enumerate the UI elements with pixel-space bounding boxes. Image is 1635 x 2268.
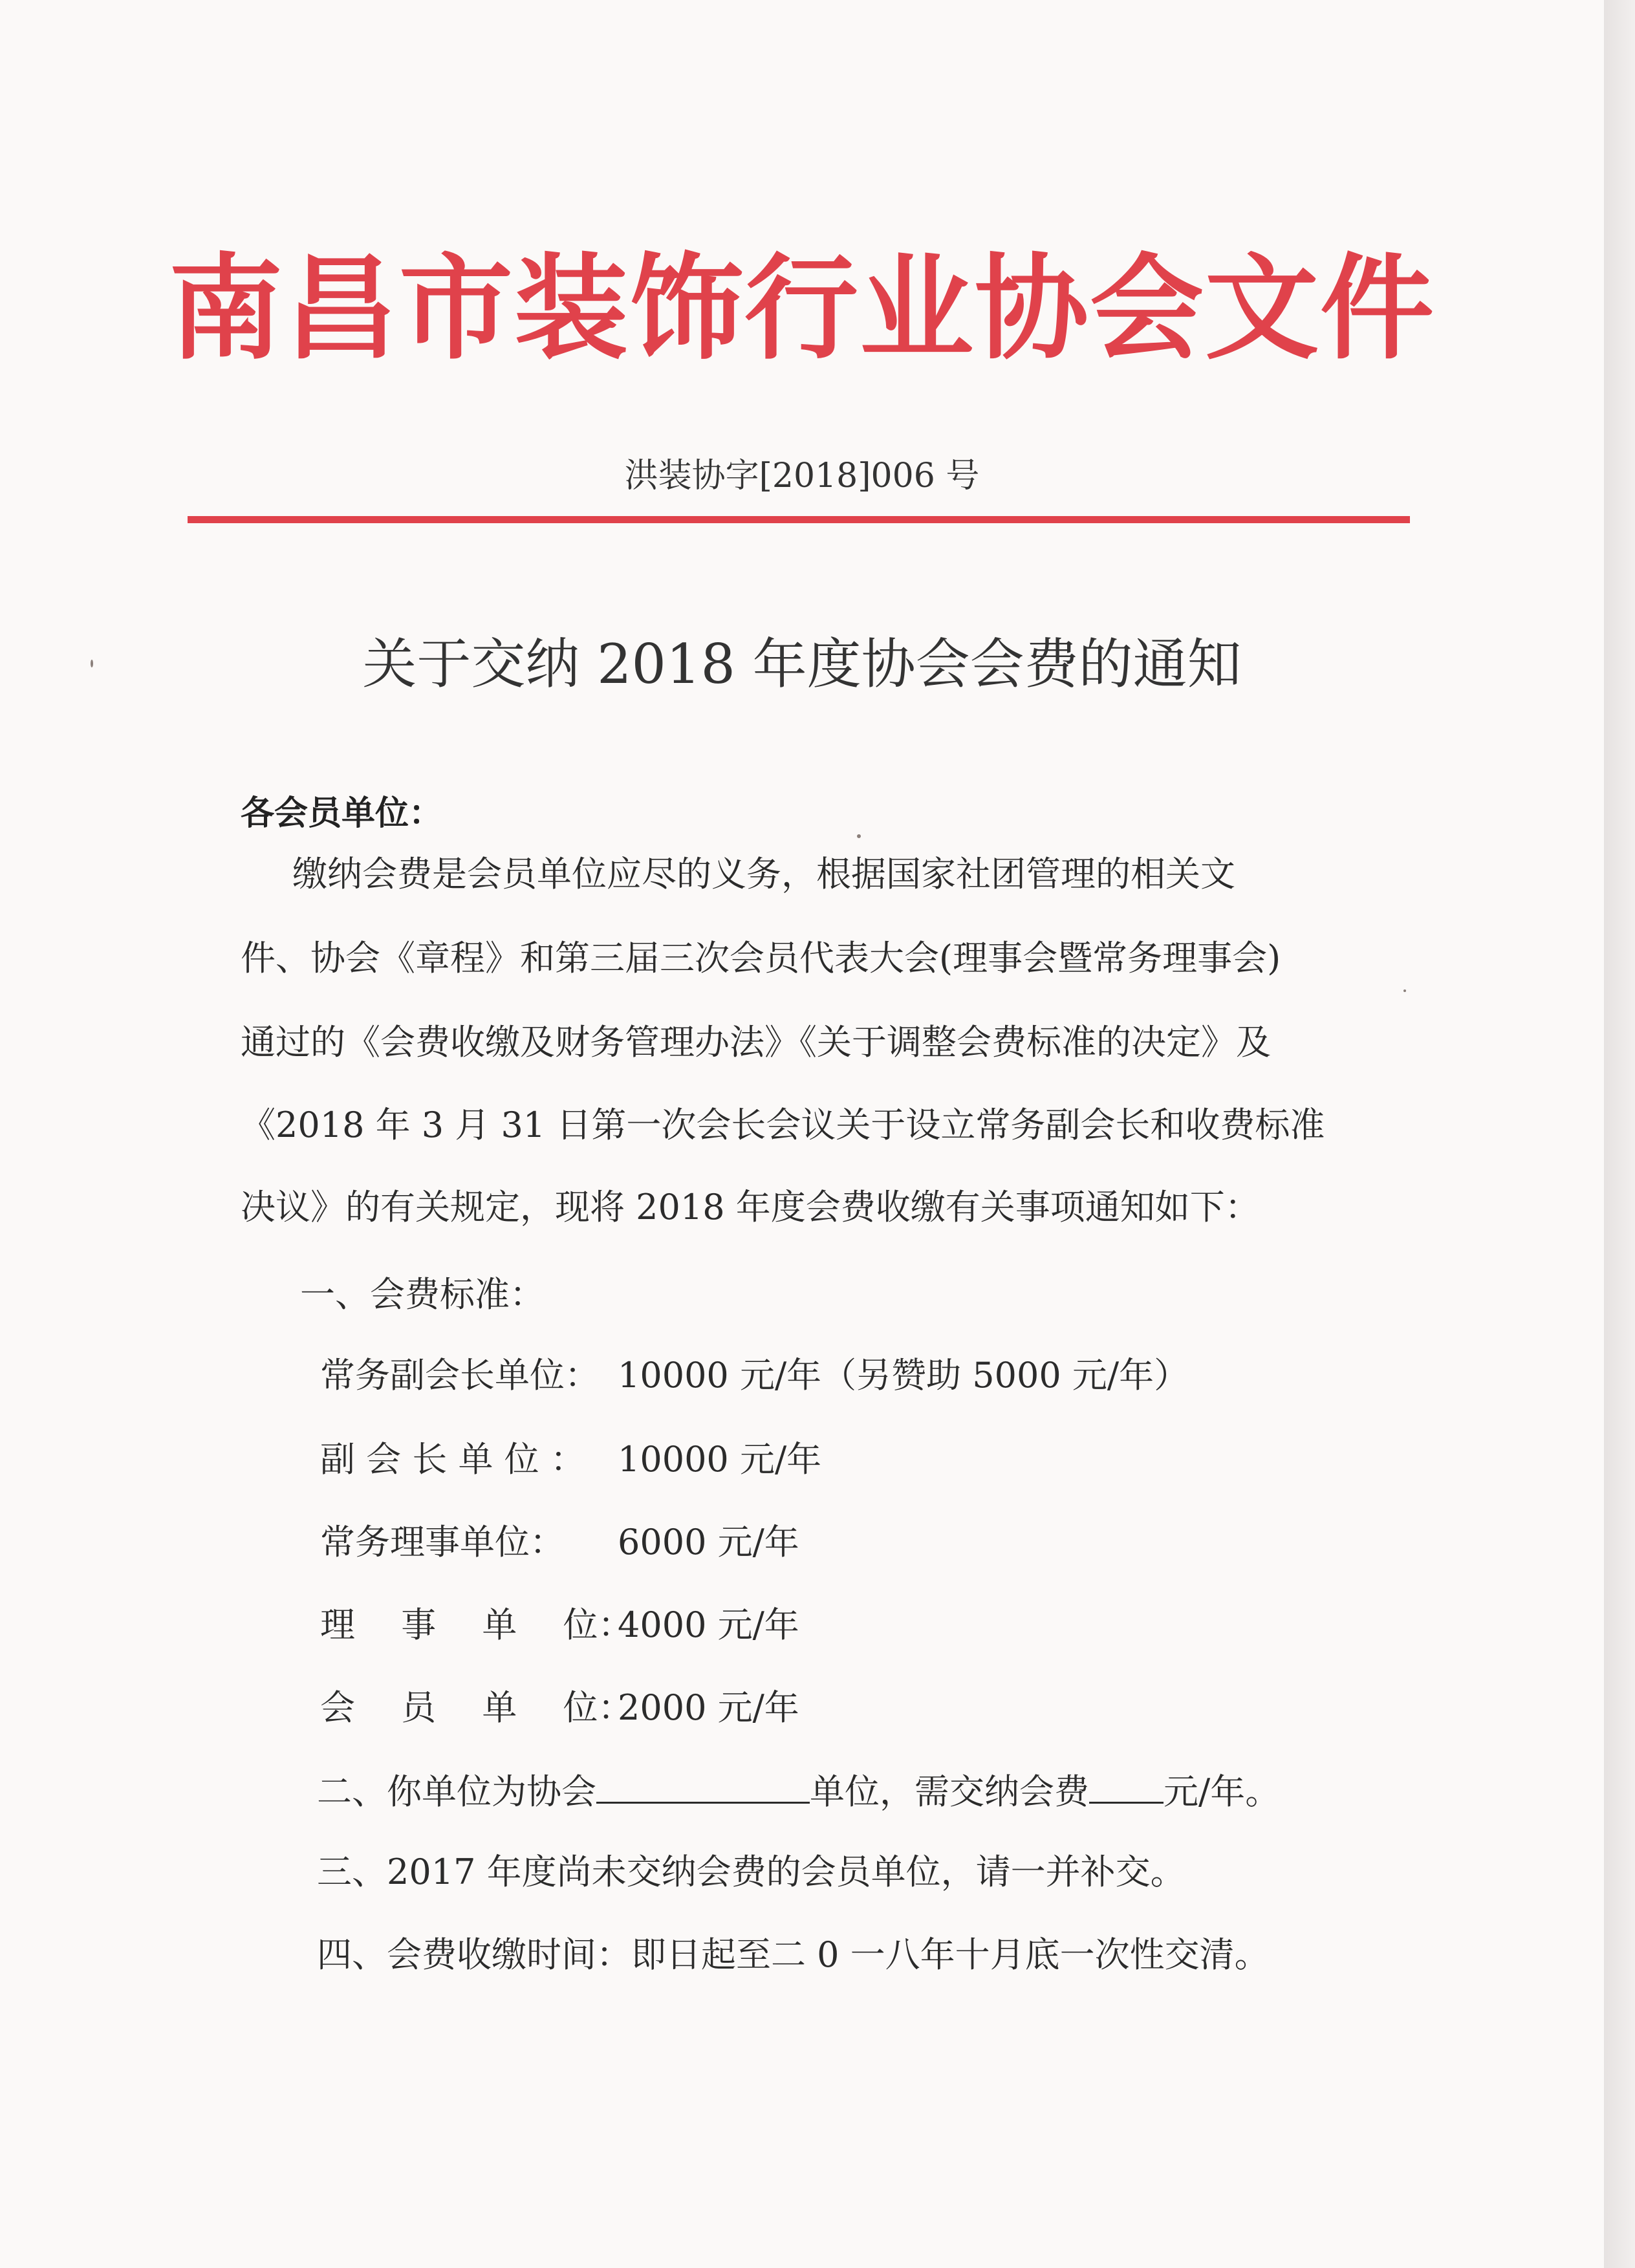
intro-line: 件、协会《章程》和第三届三次会员代表大会(理事会暨常务理事会) [241, 938, 1281, 978]
item-member-level [317, 1771, 1281, 1812]
item2-prefix: 二、你单位为协会 [317, 1771, 596, 1812]
paper-speck [91, 660, 93, 667]
fee-row [320, 1522, 799, 1562]
fee-row [320, 1439, 822, 1480]
letterhead-divider [188, 516, 1410, 523]
page-edge-shadow [1604, 0, 1635, 2268]
fee-value: 10000 元/年（另赞助 5000 元/年） [618, 1355, 1189, 1396]
notice-title: 关于交纳 2018 年度协会会费的通知 [362, 632, 1242, 696]
item-deadline: 四、会费收缴时间：即日起至二 0 一八年十月底一次性交清。 [317, 1934, 1270, 1975]
fee-row [320, 1604, 799, 1645]
paper-speck [1403, 989, 1406, 992]
fee-value: 6000 元/年 [618, 1522, 799, 1562]
fee-label: 会 员 单 位： [320, 1687, 633, 1728]
salutation: 各会员单位： [241, 794, 443, 833]
item-arrears: 三、2017 年度尚未交纳会费的会员单位，请一并补交。 [317, 1852, 1186, 1892]
fee-label: 理 事 单 位： [320, 1604, 633, 1645]
intro-line: 缴纳会费是会员单位应尽的义务，根据国家社团管理的相关文 [257, 854, 1235, 894]
letterhead-title: 南昌市装饰行业协会文件 [168, 243, 1435, 375]
intro-line: 通过的《会费收缴及财务管理办法》《关于调整会费标准的决定》及 [241, 1022, 1271, 1063]
fee-row [320, 1687, 799, 1728]
fee-label: 常务副会长单位： [320, 1355, 600, 1396]
fee-value: 10000 元/年 [618, 1439, 822, 1480]
item2-middle: 单位，需交纳会费 [810, 1771, 1089, 1812]
document-number: 洪装协字[2018]006 号 [624, 457, 980, 495]
intro-line: 《2018 年 3 月 31 日第一次会长会议关于设立常务副会长和收费标准 [241, 1105, 1325, 1145]
section-heading-fees: 一、会费标准： [300, 1274, 545, 1315]
member-level-blank [596, 1771, 810, 1804]
fee-label: 常务理事单位： [320, 1522, 565, 1562]
paper-speck [857, 834, 861, 838]
fee-row [320, 1355, 1189, 1396]
fee-amount-blank [1089, 1771, 1164, 1804]
intro-line: 决议》的有关规定，现将 2018 年度会费收缴有关事项通知如下： [241, 1187, 1260, 1227]
fee-value: 2000 元/年 [618, 1687, 799, 1728]
fee-label: 副 会 长 单 位 ： [320, 1439, 585, 1480]
fee-value: 4000 元/年 [618, 1604, 799, 1645]
item2-suffix: 元/年。 [1164, 1771, 1281, 1812]
